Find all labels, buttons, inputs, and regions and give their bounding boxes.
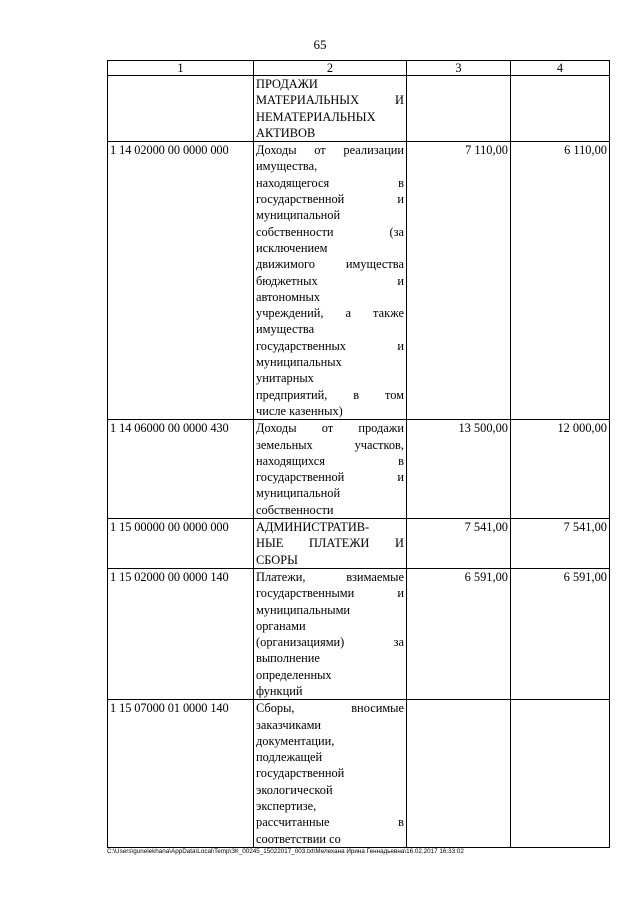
income-name-line: АДМИНИСТРАТИВ- bbox=[256, 520, 370, 535]
income-name-cell bbox=[254, 420, 407, 519]
income-name-line: муниципальными bbox=[256, 602, 351, 617]
table-row bbox=[108, 420, 610, 519]
income-name-line: находящегося в bbox=[256, 175, 404, 190]
table-header-row bbox=[108, 61, 610, 76]
income-name-line: государственными и bbox=[256, 586, 404, 601]
amount-year-2-cell bbox=[511, 76, 610, 142]
column-header-1: 1 bbox=[108, 61, 254, 76]
file-path-footer: C:\Users\gunelekhana\AppData\Local\Temp\ЗК_00245_15022017_003.txt\Мелехана Ирина Геннадьевна\16.02.2017 16:33:02 bbox=[107, 848, 464, 855]
income-name-line: государственной и bbox=[256, 192, 404, 207]
table-body bbox=[108, 76, 610, 848]
amount-year-1-cell: 6 591,00 bbox=[407, 568, 511, 699]
income-name-line: предприятий, в том bbox=[256, 387, 404, 402]
income-name-line: СБОРЫ bbox=[256, 552, 298, 567]
income-name-line: движимого имущества bbox=[256, 257, 404, 272]
income-name-line: унитарных bbox=[256, 371, 314, 386]
amount-year-2-cell: 6 591,00 bbox=[511, 568, 610, 699]
income-name-line: находящихся в bbox=[256, 453, 404, 468]
income-name-line: Доходы от продажи bbox=[256, 421, 404, 436]
income-name-line: земельных участков, bbox=[256, 437, 404, 452]
income-name-line: бюджетных и bbox=[256, 273, 404, 288]
income-name-line: муниципальной bbox=[256, 208, 341, 223]
income-name-line: экспертизе, bbox=[256, 799, 317, 814]
column-header-4: 4 bbox=[511, 61, 610, 76]
page-number: 65 bbox=[313, 37, 327, 52]
income-name-line: автономных bbox=[256, 289, 321, 304]
amount-year-2-cell: 7 541,00 bbox=[511, 519, 610, 569]
income-name-line: АКТИВОВ bbox=[256, 125, 316, 140]
income-name-line: НЫЕ ПЛАТЕЖИ И bbox=[256, 536, 404, 551]
income-name-line: экологической bbox=[256, 782, 333, 797]
income-name-line: документации, bbox=[256, 733, 335, 748]
income-name-line: Доходы от реализации bbox=[256, 143, 404, 158]
amount-year-2-cell: 6 110,00 bbox=[511, 142, 610, 420]
income-name-line: соответствии со bbox=[256, 831, 341, 846]
income-name-line: органами bbox=[256, 618, 306, 633]
amount-year-1-cell bbox=[407, 700, 511, 848]
income-name-line: (организациями) за bbox=[256, 635, 404, 650]
table-row bbox=[108, 76, 610, 142]
income-name-line: подлежащей bbox=[256, 750, 323, 765]
budget-code-cell: 1 15 02000 00 0000 140 bbox=[108, 568, 254, 699]
income-name-line: Сборы, вносимые bbox=[256, 701, 404, 716]
table-row bbox=[108, 142, 610, 420]
income-name-line: ПРОДАЖИ bbox=[256, 77, 318, 91]
table-row bbox=[108, 568, 610, 699]
column-header-2: 2 bbox=[254, 61, 407, 76]
budget-code-cell: 1 14 02000 00 0000 000 bbox=[108, 142, 254, 420]
income-name-cell bbox=[254, 700, 407, 848]
income-name-line: собственности bbox=[256, 502, 334, 517]
income-name-line: исключением bbox=[256, 240, 328, 255]
income-name-cell bbox=[254, 76, 407, 142]
income-name-line: числе казенных) bbox=[256, 403, 343, 418]
income-name-line: учреждений, а также bbox=[256, 306, 404, 321]
income-name-line: собственности (за bbox=[256, 224, 404, 239]
income-name-cell bbox=[254, 568, 407, 699]
amount-year-1-cell: 7 110,00 bbox=[407, 142, 511, 420]
income-name-cell bbox=[254, 519, 407, 569]
table-row bbox=[108, 700, 610, 848]
budget-code-cell: 1 14 06000 00 0000 430 bbox=[108, 420, 254, 519]
income-name-line: Платежи, взимаемые bbox=[256, 569, 404, 584]
income-name-cell bbox=[254, 142, 407, 420]
income-name-line: выполнение bbox=[256, 651, 320, 666]
budget-code-cell: 1 15 00000 00 0000 000 bbox=[108, 519, 254, 569]
income-name-line: государственной и bbox=[256, 470, 404, 485]
income-name-line: МАТЕРИАЛЬНЫХ И bbox=[256, 93, 404, 108]
income-name-line: НЕМАТЕРИАЛЬНЫХ bbox=[256, 109, 376, 124]
income-name-line: государственной bbox=[256, 766, 345, 781]
income-name-line: государственных и bbox=[256, 338, 404, 353]
income-name-line: муниципальных bbox=[256, 355, 342, 370]
amount-year-1-cell bbox=[407, 76, 511, 142]
income-name-line: имущества bbox=[256, 322, 315, 337]
income-name-line: определенных bbox=[256, 667, 332, 682]
amount-year-2-cell bbox=[511, 700, 610, 848]
table-row bbox=[108, 519, 610, 569]
amount-year-1-cell: 13 500,00 bbox=[407, 420, 511, 519]
budget-code-cell bbox=[108, 76, 254, 142]
column-header-3: 3 bbox=[407, 61, 511, 76]
income-name-line: рассчитанные в bbox=[256, 815, 404, 830]
income-name-line: функций bbox=[256, 683, 303, 698]
income-name-line: имущества, bbox=[256, 159, 318, 174]
income-name-line: муниципальной bbox=[256, 486, 341, 501]
amount-year-2-cell: 12 000,00 bbox=[511, 420, 610, 519]
amount-year-1-cell: 7 541,00 bbox=[407, 519, 511, 569]
budget-code-cell: 1 15 07000 01 0000 140 bbox=[108, 700, 254, 848]
budget-table bbox=[107, 60, 610, 848]
income-name-line: заказчиками bbox=[256, 717, 322, 732]
